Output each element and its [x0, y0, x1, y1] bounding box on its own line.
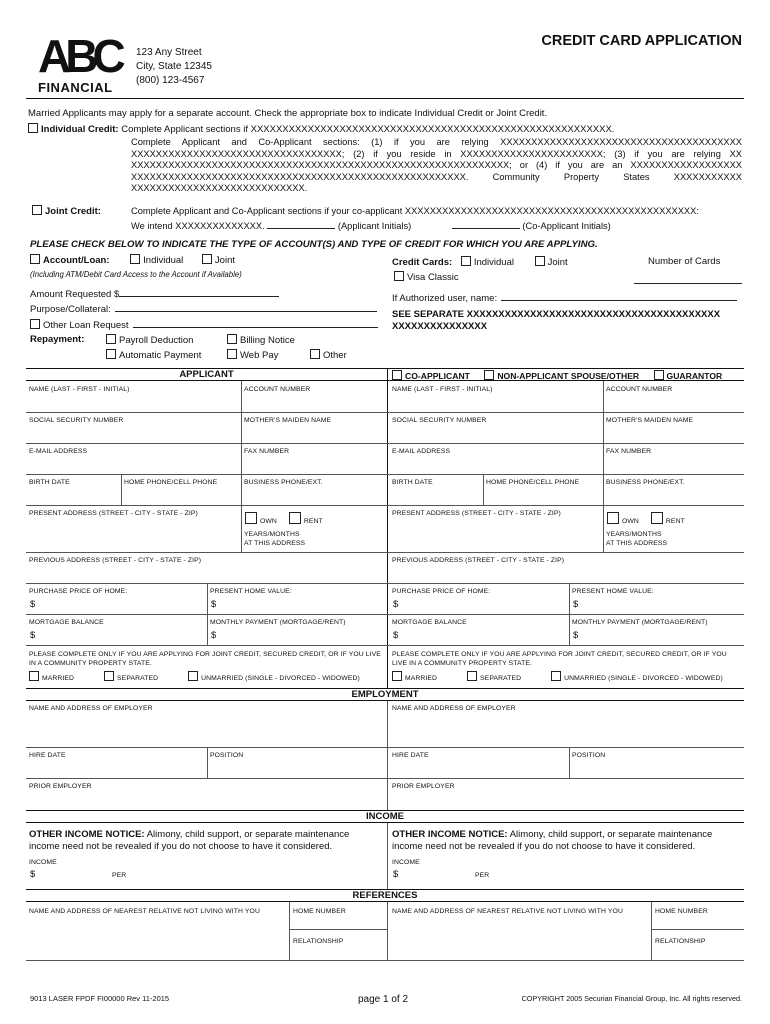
applicant-income-field[interactable]: $: [30, 869, 36, 880]
coapplicant-own-rent: OWN RENT: [607, 512, 685, 527]
coapplicant-birth-field[interactable]: BIRTH DATE: [392, 479, 433, 486]
grid-line: [289, 929, 387, 930]
grid-line: [207, 747, 208, 778]
coapplicant-ssn-field[interactable]: SOCIAL SECURITY NUMBER: [392, 417, 487, 424]
applicant-rent-checkbox[interactable]: [289, 512, 301, 524]
see-separate-note: SEE SEPARATE XXXXXXXXXXXXXXXXXXXXXXXXXXXXXXXXXXXXXXXX XXXXXXXXXXXXXXX: [392, 309, 721, 332]
applicant-present-value-field[interactable]: $: [211, 599, 217, 610]
grid-line: [289, 902, 290, 960]
income-heading: INCOME: [26, 810, 744, 823]
account-individual-checkbox[interactable]: [130, 254, 140, 264]
other-row: Other: [310, 349, 347, 362]
grid-line: [121, 474, 122, 505]
company-logo: [38, 30, 124, 95]
joint-credit-text: Complete Applicant and Co-Applicant sections if your co-applicant XXXXXXXXXXXXXXXXXXXXXXXXXXXXXXXXXXXXXXXXXXXXXXX:: [131, 206, 699, 216]
repayment-label: Repayment:: [30, 334, 85, 345]
webpay-row: Web Pay: [227, 349, 278, 362]
purpose-row: Purpose/Collateral:: [30, 302, 377, 316]
applicant-home-number-field[interactable]: HOME NUMBER: [293, 908, 346, 915]
amount-requested-row: Amount Requested $: [30, 287, 279, 301]
number-of-cards-field[interactable]: [634, 283, 742, 284]
column-divider: [387, 368, 388, 688]
grid-line: [387, 902, 388, 960]
coapplicant-present-address-field[interactable]: PRESENT ADDRESS (STREET - CITY - STATE - ZIP): [392, 510, 561, 517]
payroll-checkbox[interactable]: [106, 334, 116, 344]
applicant-income-notice: OTHER INCOME NOTICE: Alimony, child support, or separate maintenance income need not be revealed if you do not choose to have it considered.: [29, 829, 350, 852]
applicant-own-checkbox[interactable]: [245, 512, 257, 524]
visa-row: Visa Classic: [394, 271, 459, 284]
applicant-initials-field[interactable]: [267, 219, 335, 229]
coapplicant-present-value-field[interactable]: $: [573, 599, 579, 610]
coapplicant-home-phone-field[interactable]: HOME PHONE/CELL PHONE: [486, 479, 580, 486]
page-number: page 1 of 2: [358, 994, 409, 1005]
applicant-maiden-field[interactable]: MOTHER'S MAIDEN NAME: [244, 417, 332, 424]
grid-line: [26, 614, 744, 615]
applicant-business-phone-field[interactable]: BUSINESS PHONE/EXT.: [244, 479, 323, 486]
guarantor-checkbox[interactable]: [654, 370, 664, 380]
page-title: CREDIT CARD APPLICATION: [541, 33, 742, 49]
automatic-checkbox[interactable]: [106, 349, 116, 359]
grid-line: [26, 747, 744, 748]
applicant-position-field[interactable]: POSITION: [210, 752, 244, 759]
billing-row: Billing Notice: [227, 334, 295, 347]
joint-credit-checkbox[interactable]: [32, 205, 42, 215]
applicant-purchase-price-field[interactable]: $: [30, 599, 36, 610]
employment-heading: EMPLOYMENT: [26, 688, 744, 701]
account-loan-checkbox[interactable]: [30, 254, 40, 264]
grid-line: [26, 778, 744, 779]
grid-line: [651, 929, 744, 930]
grid-line: [603, 381, 604, 552]
married-note: Married Applicants may apply for a separate account. Check the appropriate box to indicate Individual Credit or Joint Credit.: [28, 108, 548, 119]
applicant-unmarried-checkbox[interactable]: [188, 671, 198, 681]
applicant-monthly-label: MONTHLY PAYMENT (MORTGAGE/RENT): [210, 619, 346, 626]
applicant-monthly-field[interactable]: $: [211, 630, 217, 641]
form-id: 9013 LASER FPDF FI00000 Rev 11-2015: [30, 994, 170, 1003]
coapplicant-home-number-field[interactable]: HOME NUMBER: [655, 908, 708, 915]
grid-line: [483, 474, 484, 505]
account-type-heading: PLEASE CHECK BELOW TO INDICATE THE TYPE OF ACCOUNT(S) AND TYPE OF CREDIT FOR WHICH YOU ARE APPLYING.: [30, 239, 598, 250]
coapplicant-relationship-field[interactable]: RELATIONSHIP: [655, 938, 706, 945]
applicant-name-field[interactable]: NAME (LAST - FIRST - INITIAL): [29, 386, 130, 393]
joint-credit-row: Joint Credit:: [32, 205, 101, 218]
coapplicant-initials-field[interactable]: [452, 219, 520, 229]
coapplicant-account-field[interactable]: ACCOUNT NUMBER: [606, 386, 673, 393]
grid-line: [651, 902, 652, 960]
grid-line: [26, 960, 744, 961]
other-loan-field[interactable]: [133, 318, 378, 328]
grid-line: [569, 583, 570, 645]
applicant-heading: APPLICANT: [179, 369, 234, 380]
applicant-mortgage-field[interactable]: $: [30, 630, 36, 641]
account-joint-checkbox[interactable]: [202, 254, 212, 264]
applicant-marital-row: MARRIED SEPARATED UNMARRIED (SINGLE - DIVORCED - WIDOWED): [29, 671, 360, 684]
applicant-income-per[interactable]: PER: [112, 872, 127, 879]
header-divider: [26, 98, 744, 99]
individual-credit-detail: Complete Applicant and Co-Applicant sections: (1) if you are relying XXXXXXXXXXXXXXXXXXXXXXXXXXXXXXXXXXXXXXX XXXXXXXXXXXXXXXXXXXXXXXXXXXXXXXXXX; (2) if you reside in XXXXXXXXXXXXXXXXXXXXXXX; (3) if you are relying XX XXXXXXXXXXXXXXXXXXXXXXXXXXXXXXXXXXXXXXXXXXXXXXXXXXXXXXXXXXXXX; or (4) if you are an XXXXXXXXXXXXXXXXXX XXXXXXXXXXXXXXXXXXXXXXXXXXXXXXXXXXXXXXXXXXXXXXXXXXXXXX. Community Property States XXXXXXXXXXX XXXXXXXXXXXXXXXXXXXXXXXXXXXX.: [131, 137, 742, 194]
applicant-hire-date-field[interactable]: HIRE DATE: [29, 752, 66, 759]
applicant-community-note: PLEASE COMPLETE ONLY IF YOU ARE APPLYING FOR JOINT CREDIT, SECURED CREDIT, OR IF YOU LIVE IN A COMMUNITY PROPERTY STATE.: [29, 651, 381, 667]
individual-credit-row: Individual Credit: Complete Applicant sections if XXXXXXXXXXXXXXXXXXXXXXXXXXXXXXXXXXXXXXXXXXXXXXXXXXXXXXXXX.: [28, 123, 744, 136]
atm-note: (Including ATM/Debit Card Access to the Account if Available): [30, 270, 242, 279]
coapplicant-employer-field[interactable]: NAME AND ADDRESS OF EMPLOYER: [392, 705, 516, 712]
coapplicant-fax-field[interactable]: FAX NUMBER: [606, 448, 652, 455]
coapplicant-community-note: PLEASE COMPLETE ONLY IF YOU ARE APPLYING FOR JOINT CREDIT, SECURED CREDIT, OR IF YOU LIVE IN A COMMUNITY PROPERTY STATE.: [392, 651, 727, 667]
grid-line: [26, 443, 744, 444]
applicant-ssn-field[interactable]: SOCIAL SECURITY NUMBER: [29, 417, 124, 424]
applicant-separated-checkbox[interactable]: [104, 671, 114, 681]
coapplicant-unmarried-checkbox[interactable]: [551, 671, 561, 681]
coapplicant-prior-employer-field[interactable]: PRIOR EMPLOYER: [392, 783, 455, 790]
applicant-home-phone-field[interactable]: HOME PHONE/CELL PHONE: [124, 479, 218, 486]
applicant-purchase-price-label: PURCHASE PRICE OF HOME:: [29, 588, 128, 595]
number-of-cards-label: Number of Cards: [648, 256, 721, 267]
other-loan-checkbox[interactable]: [30, 319, 40, 329]
logo-subtext: FINANCIAL: [38, 80, 113, 95]
coapplicant-income-notice: OTHER INCOME NOTICE: Alimony, child support, or separate maintenance income need not be revealed if you do not choose to have it considered.: [392, 829, 713, 852]
coapplicant-present-value-label: PRESENT HOME VALUE:: [572, 588, 654, 595]
applicant-present-value-label: PRESENT HOME VALUE:: [210, 588, 292, 595]
applicant-birth-field[interactable]: BIRTH DATE: [29, 479, 70, 486]
coapplicant-previous-address-field[interactable]: PREVIOUS ADDRESS (STREET - CITY - STATE - ZIP): [392, 557, 565, 564]
applicant-mortgage-label: MORTGAGE BALANCE: [29, 619, 104, 626]
applicant-fax-field[interactable]: FAX NUMBER: [244, 448, 290, 455]
grid-line: [26, 412, 744, 413]
coapplicant-monthly-field[interactable]: $: [573, 630, 579, 641]
copyright: COPYRIGHT 2005 Securian Financial Group, Inc. All rights reserved.: [521, 994, 742, 1003]
logo-text: ABC: [38, 30, 120, 82]
applicant-email-field[interactable]: E-MAIL ADDRESS: [29, 448, 88, 455]
amount-requested-field[interactable]: [119, 287, 279, 297]
individual-credit-checkbox[interactable]: [28, 123, 38, 133]
references-heading: REFERENCES: [26, 889, 744, 902]
coapplicant-purchase-price-label: PURCHASE PRICE OF HOME:: [392, 588, 491, 595]
other-loan-row: Other Loan Request: [30, 318, 378, 332]
grid-line: [26, 583, 744, 584]
applicant-prior-employer-field[interactable]: PRIOR EMPLOYER: [29, 783, 92, 790]
payroll-row: Payroll Deduction: [106, 334, 193, 347]
coapplicant-purchase-price-field[interactable]: $: [393, 599, 399, 610]
grid-line: [207, 583, 208, 645]
non-applicant-checkbox[interactable]: [484, 370, 494, 380]
purpose-field[interactable]: [115, 302, 377, 312]
visa-checkbox[interactable]: [394, 271, 404, 281]
cc-joint-checkbox[interactable]: [535, 256, 545, 266]
applicant-own-rent: OWN RENT: [245, 512, 323, 527]
coapplicant-marital-row: MARRIED SEPARATED UNMARRIED (SINGLE - DIVORCED - WIDOWED): [392, 671, 723, 684]
applicant-income-label: INCOME: [29, 859, 57, 866]
coapplicant-position-field[interactable]: POSITION: [572, 752, 606, 759]
applicant-previous-address-field[interactable]: PREVIOUS ADDRESS (STREET - CITY - STATE - ZIP): [29, 557, 202, 564]
coapplicant-options: CO-APPLICANT NON-APPLICANT SPOUSE/OTHER GUARANTOR: [392, 370, 722, 382]
applicant-relative-field[interactable]: NAME AND ADDRESS OF NEAREST RELATIVE NOT LIVING WITH YOU: [29, 908, 260, 915]
coapplicant-relative-field[interactable]: NAME AND ADDRESS OF NEAREST RELATIVE NOT LIVING WITH YOU: [392, 908, 623, 915]
webpay-checkbox[interactable]: [227, 349, 237, 359]
coapplicant-checkbox[interactable]: [392, 370, 402, 380]
automatic-row: Automatic Payment: [106, 349, 201, 362]
coapplicant-maiden-field[interactable]: MOTHER'S MAIDEN NAME: [606, 417, 694, 424]
coapplicant-mortgage-field[interactable]: $: [393, 630, 399, 641]
grid-line: [26, 645, 744, 646]
coapplicant-own-checkbox[interactable]: [607, 512, 619, 524]
grid-line: [569, 747, 570, 778]
applicant-present-address-field[interactable]: PRESENT ADDRESS (STREET - CITY - STATE - ZIP): [29, 510, 198, 517]
coapplicant-income-field[interactable]: $: [393, 869, 399, 880]
credit-cards-row: Credit Cards: Individual Joint: [392, 257, 568, 268]
authorized-row: If Authorized user, name:: [392, 291, 737, 305]
applicant-employer-field[interactable]: NAME AND ADDRESS OF EMPLOYER: [29, 705, 153, 712]
applicant-relationship-field[interactable]: RELATIONSHIP: [293, 938, 344, 945]
coapplicant-separated-checkbox[interactable]: [467, 671, 477, 681]
grid-line: [387, 823, 388, 889]
company-address: 123 Any Street City, State 12345 (800) 123-4567: [136, 47, 212, 86]
grid-line: [387, 701, 388, 810]
authorized-field[interactable]: [501, 291, 737, 301]
account-loan-row: Account/Loan: Individual Joint: [30, 254, 235, 267]
other-checkbox[interactable]: [310, 349, 320, 359]
coapplicant-married-checkbox[interactable]: [392, 671, 402, 681]
joint-intend-row: We intend XXXXXXXXXXXXXX. (Applicant Initials) (Co-Applicant Initials): [131, 221, 611, 231]
applicant-married-checkbox[interactable]: [29, 671, 39, 681]
coapplicant-name-field[interactable]: NAME (LAST - FIRST - INITIAL): [392, 386, 493, 393]
coapplicant-income-label: INCOME: [392, 859, 420, 866]
coapplicant-hire-date-field[interactable]: HIRE DATE: [392, 752, 429, 759]
applicant-years-field[interactable]: YEARS/MONTHS AT THIS ADDRESS: [244, 531, 306, 547]
coapplicant-rent-checkbox[interactable]: [651, 512, 663, 524]
grid-line: [241, 381, 242, 552]
billing-checkbox[interactable]: [227, 334, 237, 344]
coapplicant-mortgage-label: MORTGAGE BALANCE: [392, 619, 467, 626]
coapplicant-email-field[interactable]: E-MAIL ADDRESS: [392, 448, 451, 455]
coapplicant-monthly-label: MONTHLY PAYMENT (MORTGAGE/RENT): [572, 619, 708, 626]
grid-line: [26, 552, 744, 553]
coapplicant-income-per[interactable]: PER: [475, 872, 490, 879]
coapplicant-years-field[interactable]: YEARS/MONTHS AT THIS ADDRESS: [606, 531, 668, 547]
coapplicant-business-phone-field[interactable]: BUSINESS PHONE/EXT.: [606, 479, 685, 486]
cc-individual-checkbox[interactable]: [461, 256, 471, 266]
grid-line: [26, 474, 744, 475]
applicant-account-field[interactable]: ACCOUNT NUMBER: [244, 386, 311, 393]
grid-line: [26, 505, 744, 506]
